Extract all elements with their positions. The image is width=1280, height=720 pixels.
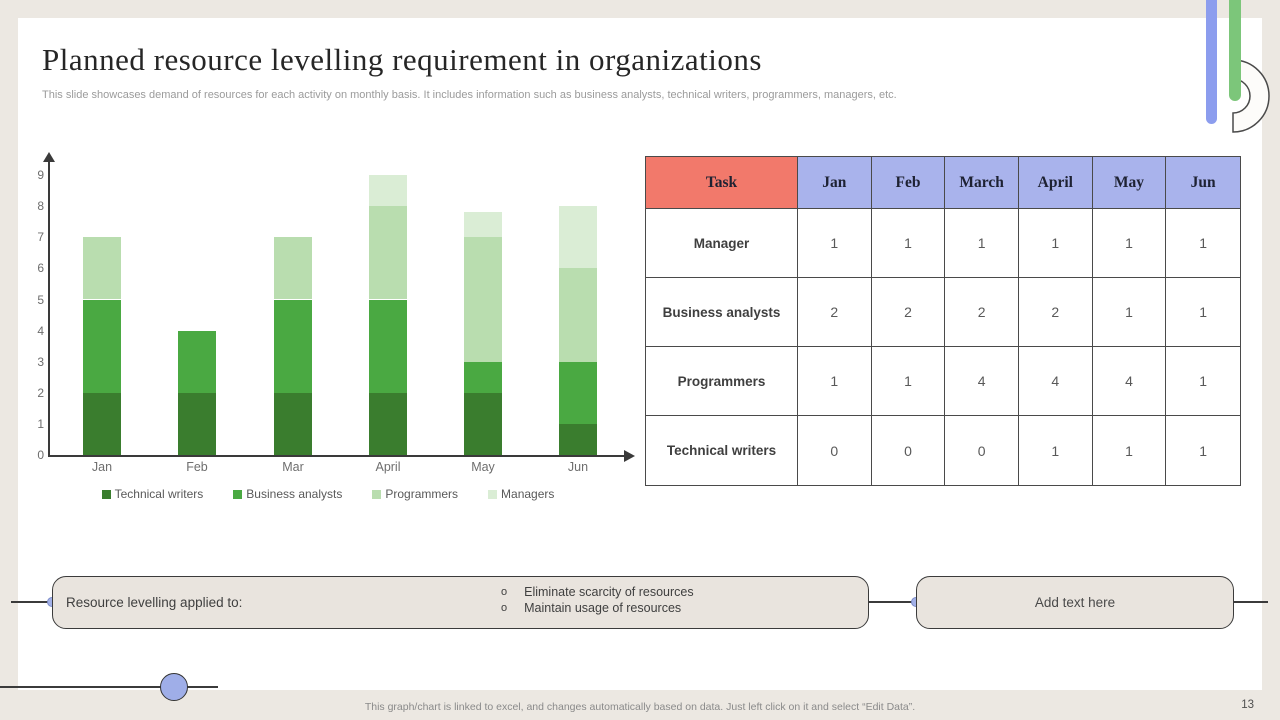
legend-item (488, 487, 554, 501)
legend-label: Technical writers (114, 487, 204, 501)
stacked-bar-chart[interactable] (28, 150, 648, 490)
table-cell-value: 2 (798, 278, 872, 347)
bullet-marker-icon: o (501, 602, 508, 614)
decoration-green-bar (1229, 0, 1241, 101)
y-axis-tick-label: 4 (37, 323, 44, 338)
bar-segment-managers (559, 206, 597, 268)
legend-swatch-icon (488, 490, 497, 499)
y-axis-tick-label: 9 (37, 168, 44, 183)
table-cell-value: 0 (798, 416, 872, 485)
bar-segment-business-analysts (464, 362, 502, 393)
x-axis-tick-label: Jun (567, 460, 589, 474)
x-axis-tick-label: Mar (282, 460, 304, 474)
table-cell-value: 0 (872, 416, 946, 485)
table-header-month: April (1019, 157, 1093, 209)
x-axis-tick-label: April (375, 460, 401, 474)
legend-item (102, 487, 204, 501)
page-subtitle: This slide showcases demand of resources for each activity on monthly basis. It includes information such as business analysts, technical writers, programmers, managers, etc. (42, 89, 897, 101)
footer-note: This graph/chart is linked to excel, and changes automatically based on data. Just left click on it and select “Edit Data”. (364, 701, 916, 713)
table-cell-value: 1 (872, 209, 946, 278)
legend-label: Managers (501, 487, 555, 501)
table-row-label: Business analysts (646, 278, 798, 347)
bar-segment-programmers (464, 237, 502, 361)
bullet-text: Maintain usage of resources (524, 601, 682, 615)
resource-levelling-callout-box[interactable] (52, 576, 869, 629)
bullet-item (501, 600, 694, 616)
bar-segment-business-analysts (274, 300, 312, 393)
table-cell-value: 1 (1199, 442, 1208, 459)
table-cell-value: 1 (798, 347, 872, 416)
table-cell-value: 2 (872, 278, 946, 347)
x-axis-tick-label: Jan (91, 460, 113, 474)
table-header-month: May (1093, 157, 1167, 209)
table-cell-value: 1 (1093, 278, 1167, 347)
bar-segment-programmers (559, 268, 597, 361)
table-cell-value: 2 (1019, 278, 1093, 347)
bar-segment-business-analysts (369, 300, 407, 393)
y-axis (48, 162, 50, 456)
bullet-text: Eliminate scarcity of resources (524, 585, 694, 599)
legend-item (233, 487, 342, 501)
bar-segment-technical-writers (464, 393, 502, 455)
table-cell-value: 1 (1166, 347, 1240, 416)
legend-swatch-icon (102, 490, 111, 499)
table-row-label: Manager (646, 209, 798, 278)
y-axis-tick-label: 7 (37, 230, 44, 245)
bar-segment-technical-writers (559, 424, 597, 455)
table-cell-value: 1 (1019, 209, 1093, 278)
table-cell-value: 1 (1166, 209, 1240, 278)
resource-table[interactable] (645, 156, 1241, 486)
y-axis-tick-label: 3 (37, 354, 44, 369)
callout-label: Resource levelling applied to: (66, 595, 243, 610)
table-header-month: March (945, 157, 1019, 209)
table-cell-value: 4 (945, 347, 1019, 416)
bar-segment-technical-writers (369, 393, 407, 455)
y-axis-arrow-icon (43, 152, 55, 162)
legend-label: Programmers (385, 487, 459, 501)
bar-segment-programmers (274, 237, 312, 299)
table-header-task: Task (646, 157, 798, 209)
table-row-label: Programmers (646, 347, 798, 416)
x-axis-tick-label: Feb (186, 460, 208, 474)
y-axis-tick-label: 1 (37, 416, 44, 431)
bar-segment-business-analysts (559, 362, 597, 424)
legend-label: Business analysts (246, 487, 343, 501)
connector-line (1234, 601, 1268, 603)
bar-segment-managers (369, 175, 407, 206)
table-row-label: Technical writers (646, 416, 798, 485)
y-axis-tick-label: 8 (37, 199, 44, 214)
bar-segment-business-analysts (178, 331, 216, 393)
bullet-marker-icon: o (501, 586, 508, 598)
y-axis-tick-label: 2 (37, 385, 44, 400)
bar-segment-managers (464, 212, 502, 237)
bar-segment-programmers (369, 206, 407, 299)
table-cell-value: 4 (1093, 347, 1167, 416)
legend-swatch-icon (233, 490, 242, 499)
callout-bullet-list (501, 584, 694, 616)
table-cell-value: 4 (1019, 347, 1093, 416)
y-axis-tick-label: 0 (37, 448, 44, 462)
table-cell-value: 2 (945, 278, 1019, 347)
footer-circle-decoration (160, 673, 188, 701)
bar-segment-technical-writers (274, 393, 312, 455)
table-cell-value: 1 (945, 209, 1019, 278)
x-axis-arrow-icon (624, 450, 635, 462)
page-number: 13 (1241, 699, 1254, 711)
connector-line (869, 601, 916, 603)
table-header-month: Feb (872, 157, 946, 209)
y-axis-tick-label: 6 (37, 261, 44, 276)
bullet-item (501, 584, 694, 600)
legend-swatch-icon (372, 490, 381, 499)
table-cell-value: 1 (1093, 209, 1167, 278)
bar-segment-technical-writers (83, 393, 121, 455)
table-cell-value: 0 (945, 416, 1019, 485)
bar-segment-technical-writers (178, 393, 216, 455)
add-text-placeholder-box[interactable] (916, 576, 1234, 629)
chart-legend (28, 487, 628, 501)
placeholder-label: Add text here (1034, 595, 1116, 610)
legend-item (372, 487, 458, 501)
table-header-month: Jan (798, 157, 872, 209)
table-header-month: Jun (1166, 157, 1240, 209)
table-cell-value: 1 (1019, 416, 1093, 485)
table-cell-value: 1 (798, 209, 872, 278)
page-title: Planned resource levelling requirement in organizations (42, 42, 762, 77)
table-cell-value: 1 (872, 347, 946, 416)
bar-segment-business-analysts (83, 300, 121, 393)
table-cell-value: 1 (1166, 278, 1240, 347)
table-cell-value: 1 (1093, 416, 1167, 485)
bar-segment-programmers (83, 237, 121, 299)
connector-line (11, 601, 52, 603)
x-axis (48, 455, 626, 457)
x-axis-tick-label: May (471, 460, 495, 474)
y-axis-tick-label: 5 (37, 292, 44, 307)
